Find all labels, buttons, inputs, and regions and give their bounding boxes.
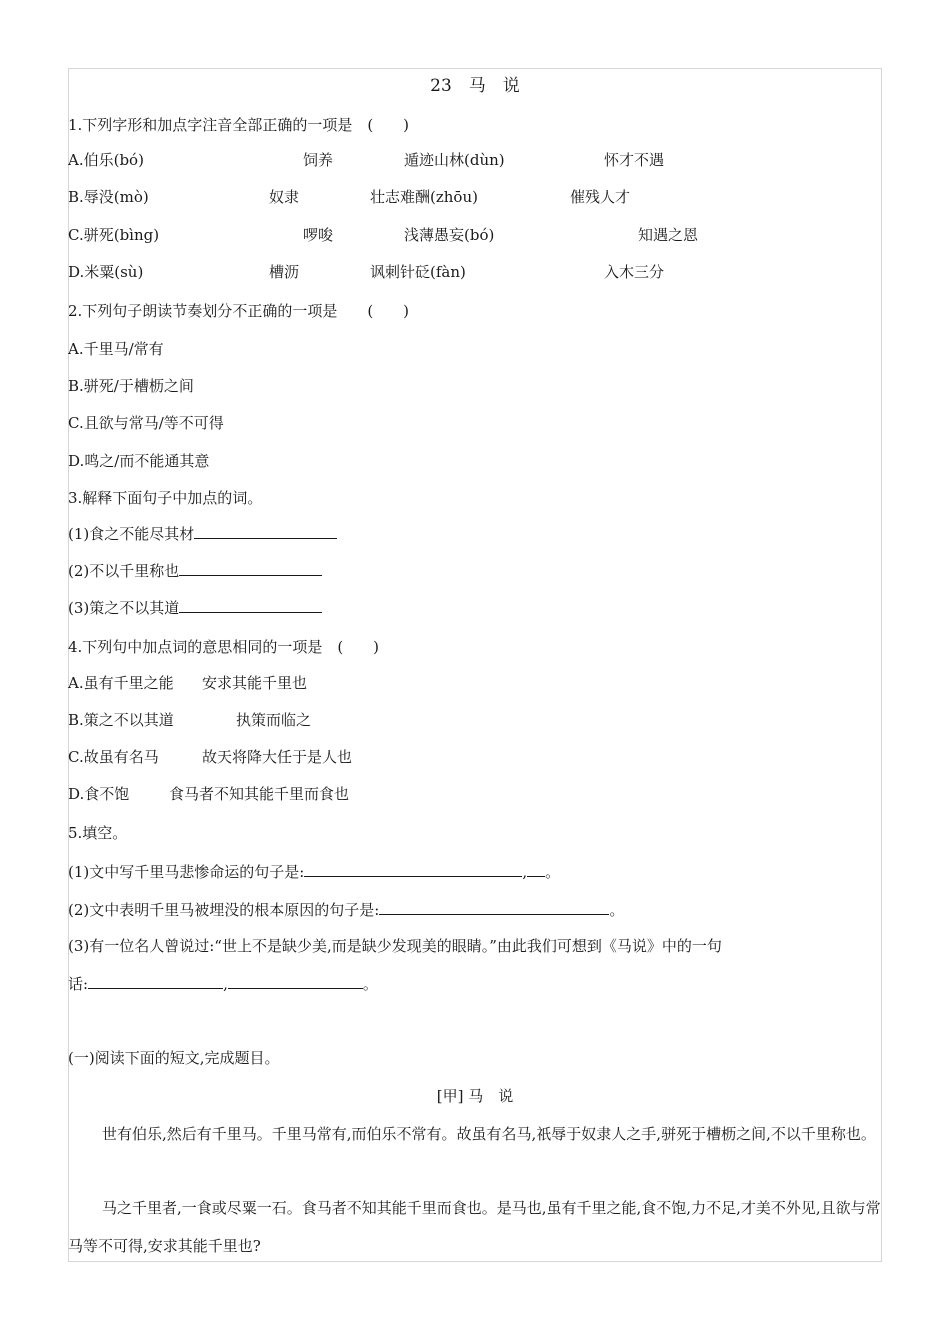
q3-item-3 [68,598,322,618]
q4-option-d-1: D.食不饱 [68,785,130,803]
q3-item-1 [68,524,337,544]
q5-item-2 [68,900,624,920]
reading-paragraph-2: 马之千里者,一食或尽粟一石。食马者不知其能千里而食也。是马也,虽有千里之能,食不饱,力不足,才美不外见,且欲与常马等不可得,安求其能千里也? [68,1199,881,1255]
reading-intro: (一)阅读下面的短文,完成题目。 [68,1049,280,1067]
q1-option-b-2: 奴隶 [269,188,300,206]
answer-blank[interactable] [527,862,545,877]
q1-option-b-4: 催残人才 [570,188,631,206]
q5-item-3-line-2 [68,974,378,994]
q3-item-3-text: (3)策之不以其道 [68,599,180,617]
q1-option-d-2: 槽沥 [269,263,300,281]
q4-option-a-1: A.虽有千里之能 [68,674,174,692]
answer-blank[interactable] [179,598,322,613]
q1-stem: 1.下列字形和加点字注音全部正确的一项是 ( ) [68,116,410,134]
q1-option-d-4: 入木三分 [604,263,665,281]
q2-option-d: D.鸣之/而不能通其意 [68,452,210,470]
q5-item-1 [68,862,560,882]
page-frame [68,68,882,1262]
answer-blank[interactable] [194,524,337,539]
q4-option-b-1: B.策之不以其道 [68,711,174,729]
q1-option-a-4: 怀才不遇 [604,151,665,169]
period: 。 [362,975,378,993]
reading-subtitle: [甲] 马 说 [436,1087,514,1105]
q1-option-c-3: 浅薄愚妄(bó) [404,226,495,244]
answer-blank[interactable] [304,862,522,877]
q1-option-a-3: 遁迹山林(dùn) [404,151,505,169]
q1-option-a-1: A.伯乐(bó) [68,151,144,169]
q1-option-d-1: D.米粟(sù) [68,263,144,281]
q1-option-d-3: 讽刺针砭(fàn) [370,263,466,281]
page-title: 23 马 说 [430,76,520,96]
answer-blank[interactable] [228,974,363,989]
q3-stem: 3.解释下面句子中加点的词。 [68,489,263,507]
answer-blank[interactable] [179,561,322,576]
q4-option-c-2: 故天将降大任于是人也 [202,748,353,766]
q2-option-a: A.千里马/常有 [68,340,164,358]
q1-option-b-3: 壮志难酬(zhōu) [370,188,478,206]
q4-stem: 4.下列句中加点词的意思相同的一项是 ( ) [68,638,380,656]
q1-option-c-4: 知遇之恩 [638,226,699,244]
q5-item-3-line-2-text: 话: [68,975,89,993]
q4-option-c-1: C.故虽有名马 [68,748,159,766]
answer-blank[interactable] [379,900,609,915]
period: 。 [609,901,625,919]
q3-item-1-text: (1)食之不能尽其材 [68,525,195,543]
comma: , [522,863,528,881]
q5-item-2-text: (2)文中表明千里马被埋没的根本原因的句子是: [68,901,380,919]
q4-option-a-2: 安求其能千里也 [202,674,308,692]
q5-item-1-text: (1)文中写千里马悲惨命运的句子是: [68,863,305,881]
q1-option-a-2: 饲养 [303,151,334,169]
q5-item-3-line-1: (3)有一位名人曾说过:“世上不是缺少美,而是缺少发现美的眼睛。”由此我们可想到《马说》中的一句 [68,937,722,955]
q2-option-b: B.骈死/于槽枥之间 [68,377,194,395]
q4-option-d-2: 食马者不知其能千里而食也 [169,785,350,803]
comma: , [223,975,228,993]
q5-stem: 5.填空。 [68,824,128,842]
reading-paragraph-1: 世有伯乐,然后有千里马。千里马常有,而伯乐不常有。故虽有名马,祇辱于奴隶人之手,骈死于槽枥之间,不以千里称也。 [102,1125,876,1143]
q1-option-c-2: 啰唆 [303,226,334,244]
q3-item-2 [68,561,322,581]
q3-item-2-text: (2)不以千里称也 [68,562,180,580]
q2-option-c: C.且欲与常马/等不可得 [68,414,224,432]
answer-blank[interactable] [88,974,223,989]
q4-option-b-2: 执策而临之 [236,711,312,729]
period: 。 [545,863,561,881]
q1-option-b-1: B.辱没(mò) [68,188,149,206]
q2-stem: 2.下列句子朗读节奏划分不正确的一项是 ( ) [68,302,410,320]
q1-option-c-1: C.骈死(bìng) [68,226,160,244]
